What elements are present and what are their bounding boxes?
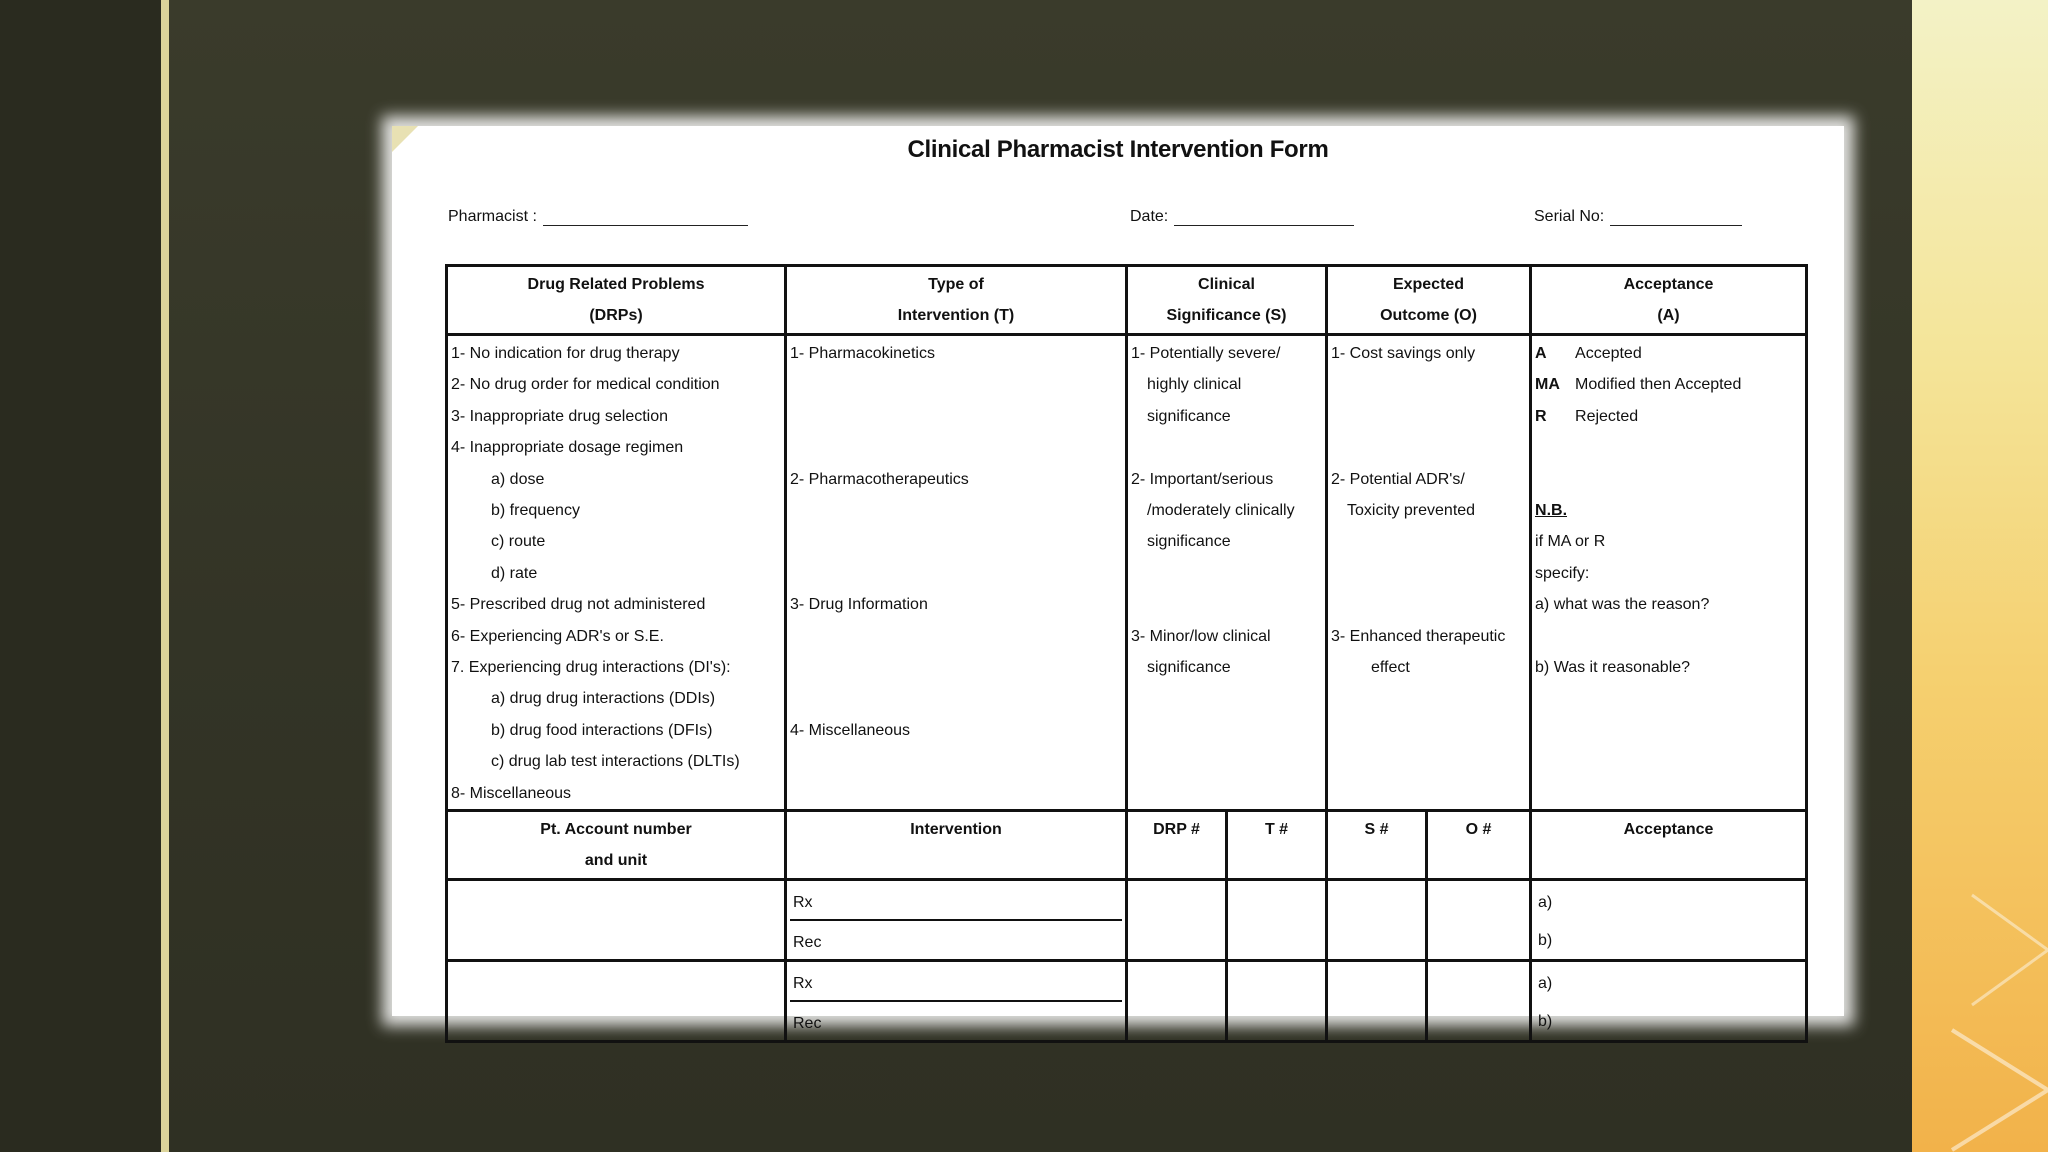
serial-blank[interactable] <box>1610 211 1742 226</box>
form-title: Clinical Pharmacist Intervention Form <box>907 136 1329 163</box>
serial-label: Serial No: <box>1534 208 1605 225</box>
significance-item: significance <box>1147 407 1231 425</box>
acceptance-note: if MA or R <box>1535 533 1606 551</box>
left-margin-band <box>0 0 163 1152</box>
right-decorative-panel <box>1912 0 2048 1152</box>
acceptance-cell[interactable] <box>1531 961 1807 1042</box>
significance-item: significance <box>1147 533 1231 551</box>
acceptance-note: specify: <box>1535 564 1590 582</box>
legend-header-row <box>447 266 1807 335</box>
s-number-cell[interactable] <box>1327 880 1427 961</box>
acceptance-code-row: R Rejected <box>1535 407 1639 425</box>
header-expected-outcome: Expected Outcome (O) <box>1327 266 1531 335</box>
acceptance-note-heading: N.B. <box>1535 502 1568 519</box>
drp-subitem: c) route <box>491 533 546 551</box>
header-s-number: S # <box>1327 811 1427 880</box>
significance-item: 2- Important/serious <box>1131 470 1274 488</box>
intervention-cell[interactable] <box>786 961 1127 1042</box>
outcome-item: 3- Enhanced therapeutic <box>1331 627 1506 645</box>
date-field[interactable] <box>1130 208 1354 226</box>
page-fold-corner <box>392 126 418 152</box>
header-drps: Drug Related Problems (DRPs) <box>447 266 786 335</box>
drp-number-cell[interactable] <box>1127 880 1227 961</box>
drp-item: 1- No indication for drug therapy <box>451 345 680 362</box>
header-acceptance: Acceptance (A) <box>1531 266 1807 335</box>
drp-item: 8- Miscellaneous <box>451 784 572 802</box>
acceptance-code-row: MA Modified then Accepted <box>1535 376 1742 394</box>
header-t-number: T # <box>1227 811 1327 880</box>
entry-row <box>447 880 1807 961</box>
acceptance-a-field[interactable]: a) <box>1538 975 1553 993</box>
intervention-type-item: 2- Pharmacotherapeutics <box>790 470 969 488</box>
t-number-cell[interactable] <box>1227 961 1327 1042</box>
drp-number-cell[interactable] <box>1127 961 1227 1042</box>
header-intervention-type: Type of Intervention (T) <box>786 266 1127 335</box>
intervention-type-item: 1- Pharmacokinetics <box>790 345 935 362</box>
drp-item: 6- Experiencing ADR's or S.E. <box>451 627 664 645</box>
drp-subitem: a) drug drug interactions (DDIs) <box>491 690 716 708</box>
outcome-item: 2- Potential ADR's/ <box>1331 470 1465 488</box>
significance-item: /moderately clinically <box>1147 502 1295 520</box>
header-intervention: Intervention <box>786 811 1127 880</box>
pharmacist-blank[interactable] <box>543 211 748 226</box>
header-account-number: Pt. Account number and unit <box>447 811 786 880</box>
account-number-cell[interactable] <box>447 880 786 961</box>
pharmacist-field[interactable] <box>448 208 748 226</box>
account-number-cell[interactable] <box>447 961 786 1042</box>
header-clinical-significance: Clinical Significance (S) <box>1127 266 1327 335</box>
drp-item: 7. Experiencing drug interactions (DI's): <box>451 659 731 677</box>
entry-row <box>447 961 1807 1042</box>
drp-list <box>447 335 786 811</box>
acceptance-legend <box>1531 335 1807 811</box>
drp-item: 2- No drug order for medical condition <box>451 376 720 394</box>
header-acceptance-record: Acceptance <box>1531 811 1807 880</box>
intervention-type-item: 3- Drug Information <box>790 596 928 614</box>
intervention-cell[interactable] <box>786 880 1127 961</box>
date-blank[interactable] <box>1174 211 1354 226</box>
rx-field[interactable]: Rx <box>790 962 1122 1002</box>
outcome-item: Toxicity prevented <box>1347 501 1476 519</box>
significance-list <box>1127 335 1327 811</box>
significance-item: highly clinical <box>1147 376 1242 394</box>
date-label: Date: <box>1130 208 1169 225</box>
pharmacist-label: Pharmacist : <box>448 208 537 225</box>
drp-subitem: b) frequency <box>491 502 580 520</box>
drp-item: 3- Inappropriate drug selection <box>451 407 669 425</box>
rec-field[interactable]: Rec <box>793 1015 822 1033</box>
s-number-cell[interactable] <box>1327 961 1427 1042</box>
outcome-list <box>1327 335 1531 811</box>
intervention-type-list <box>786 335 1127 811</box>
drp-item: 5- Prescribed drug not administered <box>451 596 706 614</box>
acceptance-cell[interactable] <box>1531 880 1807 961</box>
acceptance-code-row: A Accepted <box>1535 345 1642 362</box>
chevron-decoration-icon <box>1912 0 2048 1152</box>
rec-field[interactable]: Rec <box>793 934 822 952</box>
header-o-number: O # <box>1427 811 1531 880</box>
left-accent-rule <box>161 0 169 1152</box>
intervention-table <box>445 264 1808 1043</box>
rx-field[interactable]: Rx <box>790 881 1122 921</box>
acceptance-b-field[interactable]: b) <box>1538 932 1553 950</box>
legend-body-row <box>447 335 1807 811</box>
drp-subitem: c) drug lab test interactions (DLTIs) <box>491 753 740 771</box>
drp-subitem: d) rate <box>491 564 538 582</box>
t-number-cell[interactable] <box>1227 880 1327 961</box>
drp-subitem: a) dose <box>491 470 545 488</box>
significance-item: significance <box>1147 659 1231 677</box>
o-number-cell[interactable] <box>1427 880 1531 961</box>
acceptance-question: a) what was the reason? <box>1535 596 1710 614</box>
outcome-item: effect <box>1371 658 1410 676</box>
drp-item: 4- Inappropriate dosage regimen <box>451 439 684 457</box>
outcome-item: 1- Cost savings only <box>1331 345 1476 362</box>
intervention-type-item: 4- Miscellaneous <box>790 721 911 739</box>
header-drp-number: DRP # <box>1127 811 1227 880</box>
drp-subitem: b) drug food interactions (DFIs) <box>491 721 713 739</box>
serial-field[interactable] <box>1534 208 1742 226</box>
significance-item: 3- Minor/low clinical <box>1131 627 1271 645</box>
record-header-row <box>447 811 1807 880</box>
acceptance-question: b) Was it reasonable? <box>1535 659 1691 677</box>
significance-item: 1- Potentially severe/ <box>1131 345 1281 362</box>
acceptance-a-field[interactable]: a) <box>1538 894 1553 912</box>
acceptance-b-field[interactable]: b) <box>1538 1013 1553 1031</box>
o-number-cell[interactable] <box>1427 961 1531 1042</box>
intervention-form-document <box>392 126 1844 1033</box>
